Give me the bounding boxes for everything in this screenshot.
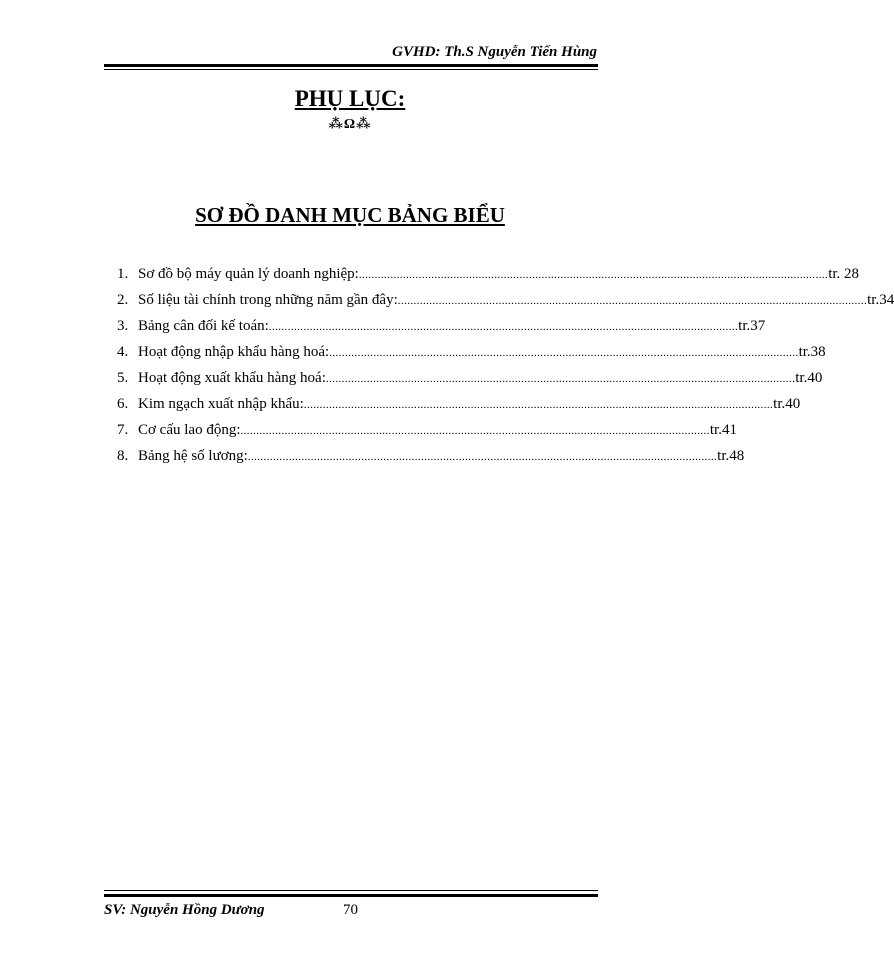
toc-label: Số liệu tài chính trong những năm gần đây: xyxy=(138,292,398,308)
toc-leader: ..................................................................................................................................................... xyxy=(329,347,799,359)
toc-number: 3. xyxy=(117,318,129,334)
toc-item xyxy=(117,396,801,422)
header-supervisor: GVHD: Th.S Nguyễn Tiến Hùng xyxy=(392,44,597,60)
toc-page: tr.37 xyxy=(738,318,766,334)
toc-label: Sơ đồ bộ máy quản lý doanh nghiệp: xyxy=(138,266,359,282)
table-of-contents xyxy=(117,266,894,474)
toc-leader: ..................................................................................................................................................... xyxy=(358,269,829,281)
page-title: PHỤ LỤC: xyxy=(294,86,406,111)
section-title: SƠ ĐỒ DANH MỤC BẢNG BIỂU xyxy=(195,203,505,227)
toc-page: tr.34 xyxy=(867,292,894,308)
toc-item xyxy=(117,266,860,292)
toc-label: Cơ cấu lao động: xyxy=(138,422,241,438)
ornament-icon: ⁂Ω⁂ xyxy=(328,117,372,132)
footer-rule-thin xyxy=(104,890,598,891)
footer-rule-thick xyxy=(104,894,598,897)
toc-leader: ..................................................................................................................................................... xyxy=(303,399,774,411)
toc-item xyxy=(117,292,894,318)
toc-page: tr.41 xyxy=(709,422,737,438)
page-number: 70 xyxy=(343,902,358,918)
toc-label: Bảng hệ số lương: xyxy=(138,448,248,464)
header-rule-thin xyxy=(104,69,598,70)
footer-author: SV: Nguyễn Hồng Dương xyxy=(104,902,265,918)
toc-number: 6. xyxy=(117,396,129,412)
toc-leader: ..................................................................................................................................................... xyxy=(268,321,739,333)
toc-page: tr.40 xyxy=(795,370,823,386)
toc-page: tr. 28 xyxy=(828,266,860,282)
header-rule-thick xyxy=(104,64,598,67)
toc-leader: ..................................................................................................................................................... xyxy=(397,295,868,307)
toc-number: 2. xyxy=(117,292,129,308)
toc-leader: ..................................................................................................................................................... xyxy=(325,373,796,385)
toc-number: 1. xyxy=(117,266,129,282)
toc-leader: ..................................................................................................................................................... xyxy=(247,451,718,463)
toc-number: 4. xyxy=(117,344,129,360)
toc-label: Kim ngạch xuất nhập khẩu: xyxy=(138,396,304,412)
toc-leader: ..................................................................................................................................................... xyxy=(240,425,710,437)
toc-number: 5. xyxy=(117,370,129,386)
toc-item xyxy=(117,448,745,474)
toc-label: Hoạt động xuất khẩu hàng hoá: xyxy=(138,370,326,386)
toc-item xyxy=(117,422,737,448)
toc-item xyxy=(117,370,823,396)
toc-item xyxy=(117,344,826,370)
toc-page: tr.48 xyxy=(717,448,745,464)
toc-number: 8. xyxy=(117,448,129,464)
toc-page: tr.40 xyxy=(773,396,801,412)
toc-label: Bảng cân đối kế toán: xyxy=(138,318,269,334)
toc-page: tr.38 xyxy=(798,344,826,360)
toc-number: 7. xyxy=(117,422,129,438)
toc-item xyxy=(117,318,766,344)
toc-label: Hoạt động nhập khẩu hàng hoá: xyxy=(138,344,330,360)
